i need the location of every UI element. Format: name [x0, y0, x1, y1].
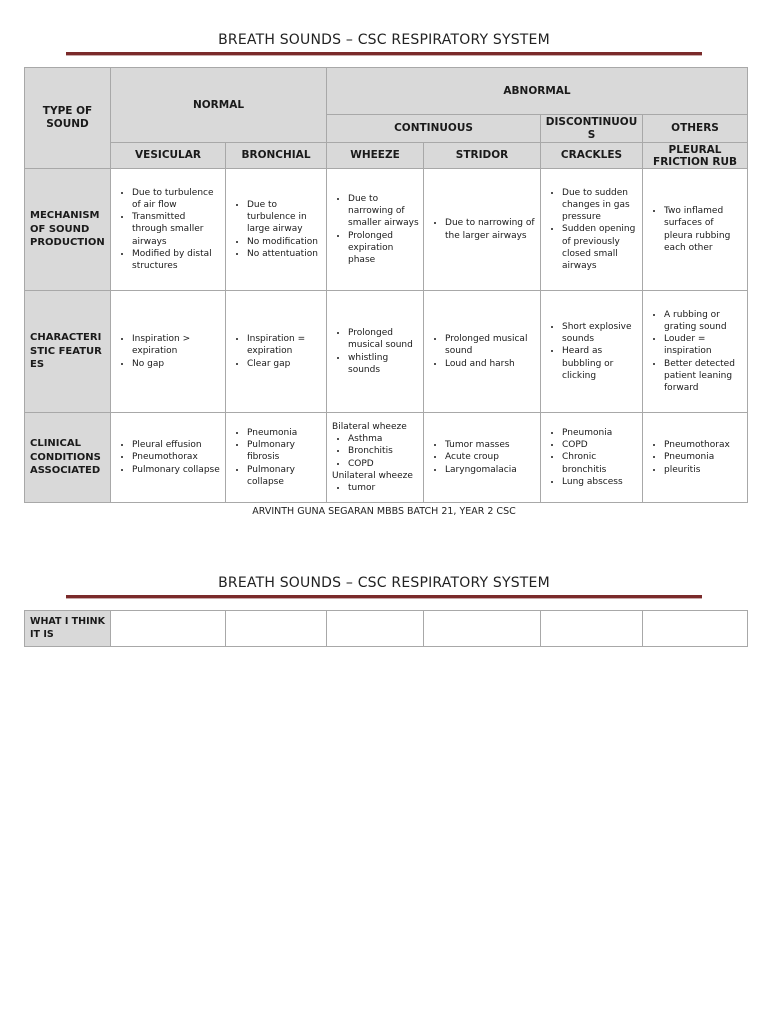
- bullet-item: • Inspiration > expiration: [132, 333, 221, 357]
- bullet-item: • Pneumothorax: [132, 451, 221, 463]
- bullet-item: • Loud and harsh: [445, 358, 536, 370]
- bullet-item: • Due to turbulence in large airway: [247, 199, 322, 236]
- cell-char-stridor: [424, 291, 541, 413]
- bullet-item: • Due to turbulence of air flow: [132, 187, 221, 211]
- bullet-item: • Modified by distal structures: [132, 248, 221, 272]
- cell-mechanism-pleural: [643, 169, 748, 291]
- header-pleural-friction-rub: PLEURAL FRICTION RUB: [643, 143, 748, 169]
- cell-clinical-wheeze: [327, 413, 424, 503]
- header-bronchial: BRONCHIAL: [226, 143, 327, 169]
- blank-cell-wheeze[interactable]: [327, 611, 424, 647]
- row-label-characteristics: CHARACTERISTIC FEATURES: [25, 291, 111, 413]
- blank-cell-bronchial[interactable]: [226, 611, 327, 647]
- bullet-item: • Inspiration = expiration: [247, 333, 322, 357]
- bullet-item: • Asthma: [348, 433, 419, 445]
- bullet-item: • tumor: [348, 482, 419, 494]
- header-discontinuous: DISCONTINUOUS: [541, 115, 643, 143]
- unilateral-wheeze-label: Unilateral wheeze: [332, 470, 413, 481]
- bullet-item: • Two inflamed surfaces of pleura rubbing each other: [664, 205, 743, 254]
- cell-char-crackles: [541, 291, 643, 413]
- cell-clinical-vesicular: [111, 413, 226, 503]
- bullet-item: • Tumor masses: [445, 439, 536, 451]
- blank-cell-pleural[interactable]: [643, 611, 748, 647]
- blank-cell-vesicular[interactable]: [111, 611, 226, 647]
- page-title-2: BREATH SOUNDS – CSC RESPIRATORY SYSTEM: [218, 575, 550, 591]
- bullet-item: • No gap: [132, 358, 221, 370]
- what-i-think-table: [24, 610, 748, 647]
- cell-mechanism-stridor: [424, 169, 541, 291]
- page-title: BREATH SOUNDS – CSC RESPIRATORY SYSTEM: [218, 32, 550, 48]
- bullet-item: • Prolonged musical sound: [445, 333, 536, 357]
- header-normal: NORMAL: [111, 68, 327, 143]
- bullet-item: • Louder = inspiration: [664, 333, 743, 357]
- cell-mechanism-vesicular: [111, 169, 226, 291]
- header-abnormal: ABNORMAL: [327, 68, 748, 115]
- header-continuous: CONTINUOUS: [327, 115, 541, 143]
- bullet-item: • No attentuation: [247, 248, 322, 260]
- bullet-item: • Lung abscess: [562, 476, 638, 488]
- bullet-item: • Pleural effusion: [132, 439, 221, 451]
- bullet-item: • Pneumothorax: [664, 439, 743, 451]
- bullet-item: • Sudden opening of previously closed small airways: [562, 223, 638, 272]
- bullet-item: • Pulmonary fibrosis: [247, 439, 322, 463]
- bullet-item: • Heard as bubbling or clicking: [562, 345, 638, 382]
- bullet-item: • Prolonged musical sound: [348, 327, 419, 351]
- bullet-item: • Pneumonia: [664, 451, 743, 463]
- bullet-item: • COPD: [562, 439, 638, 451]
- cell-mechanism-bronchial: [226, 169, 327, 291]
- cell-char-bronchial: [226, 291, 327, 413]
- breath-sounds-table: [24, 67, 748, 503]
- row-label-what-i-think: WHAT I THINK IT IS: [25, 611, 111, 647]
- bullet-item: • Pulmonary collapse: [247, 464, 322, 488]
- blank-cell-crackles[interactable]: [541, 611, 643, 647]
- cell-clinical-crackles: [541, 413, 643, 503]
- bullet-item: • Due to narrowing of the larger airways: [445, 217, 536, 241]
- row-label-clinical: CLINICAL CONDITIONS ASSOCIATED: [25, 413, 111, 503]
- bullet-item: • Chronic bronchitis: [562, 451, 638, 475]
- header-type-of-sound: TYPE OF SOUND: [25, 68, 111, 169]
- header-stridor: STRIDOR: [424, 143, 541, 169]
- bullet-item: • whistling sounds: [348, 352, 419, 376]
- bullet-item: • Acute croup: [445, 451, 536, 463]
- cell-clinical-bronchial: [226, 413, 327, 503]
- bullet-item: • Due to narrowing of smaller airways: [348, 193, 419, 230]
- header-vesicular: VESICULAR: [111, 143, 226, 169]
- bullet-item: • Better detected patient leaning forward: [664, 358, 743, 395]
- bilateral-wheeze-label: Bilateral wheeze: [332, 421, 407, 432]
- bullet-item: • pleuritis: [664, 464, 743, 476]
- bullet-item: • No modification: [247, 236, 322, 248]
- bullet-item: • Pulmonary collapse: [132, 464, 221, 476]
- cell-mechanism-crackles: [541, 169, 643, 291]
- cell-mechanism-wheeze: [327, 169, 424, 291]
- header-crackles: CRACKLES: [541, 143, 643, 169]
- bullet-item: • Short explosive sounds: [562, 321, 638, 345]
- bullet-item: • COPD: [348, 458, 419, 470]
- bullet-item: • A rubbing or grating sound: [664, 309, 743, 333]
- bullet-item: • Laryngomalacia: [445, 464, 536, 476]
- bullet-item: • Due to sudden changes in gas pressure: [562, 187, 638, 224]
- cell-char-wheeze: [327, 291, 424, 413]
- bullet-item: • Pneumonia: [562, 427, 638, 439]
- cell-char-pleural: [643, 291, 748, 413]
- cell-clinical-pleural: [643, 413, 748, 503]
- header-others: OTHERS: [643, 115, 748, 143]
- bullet-item: • Bronchitis: [348, 445, 419, 457]
- bullet-item: • Transmitted through smaller airways: [132, 211, 221, 248]
- title-underline: [66, 52, 702, 56]
- title-underline-2: [66, 595, 702, 599]
- cell-char-vesicular: [111, 291, 226, 413]
- bullet-item: • Clear gap: [247, 358, 322, 370]
- cell-clinical-stridor: [424, 413, 541, 503]
- author-footer: ARVINTH GUNA SEGARAN MBBS BATCH 21, YEAR 2 CSC: [252, 506, 516, 517]
- row-label-mechanism: MECHANISM OF SOUND PRODUCTION: [25, 169, 111, 291]
- blank-cell-stridor[interactable]: [424, 611, 541, 647]
- bullet-item: • Pneumonia: [247, 427, 322, 439]
- header-wheeze: WHEEZE: [327, 143, 424, 169]
- bullet-item: • Prolonged expiration phase: [348, 230, 419, 267]
